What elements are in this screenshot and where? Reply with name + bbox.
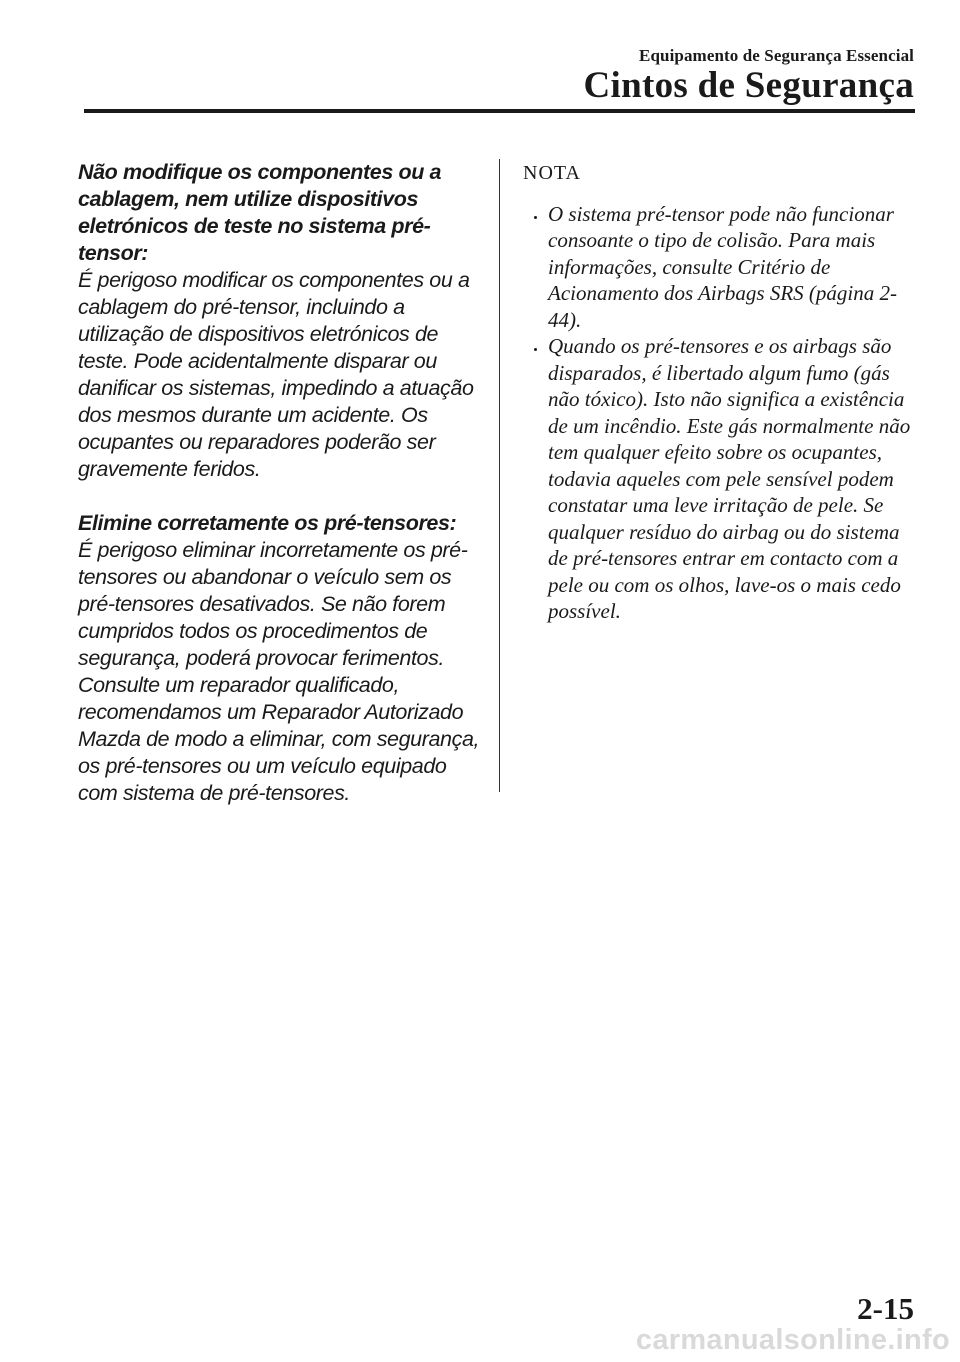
warning-column	[78, 159, 488, 834]
note-title: NOTA	[523, 162, 581, 184]
page-number: 2-15	[857, 1291, 914, 1326]
warning-block	[78, 510, 488, 807]
warning-body: É perigoso modificar os componentes ou a cablagem do pré-tensor, incluindo a utilização de dispositivos eletrónicos de teste. Pode acidentalmente disparar ou danificar os sistemas, impedindo a atuação dos mesmos durante um acidente. Os ocupantes ou reparadores poderão ser gravemente feridos.	[78, 268, 474, 481]
bullet-icon	[534, 216, 537, 219]
note-item	[523, 201, 918, 334]
warning-body: É perigoso eliminar incorretamente os pré-tensores ou abandonar o veículo sem os pré-tensores desativados. Se não forem cumpridos todos os procedimentos de segurança, poderá provocar ferimentos. Consulte um reparador qualificado, recomendamos um Reparador Autorizado Mazda de modo a eliminar, com segurança, os pré-tensores ou um veículo equipado com sistema de pré-tensores.	[78, 538, 480, 805]
warning-block	[78, 159, 488, 483]
warning-heading: Não modifique os componentes ou a cablagem, nem utilize dispositivos eletrónicos de teste no sistema pré-tensor:	[78, 160, 442, 265]
watermark: carmanualsonline.info	[635, 1324, 950, 1356]
bullet-icon	[534, 348, 537, 351]
section-label: Equipamento de Segurança Essencial	[639, 46, 914, 65]
note-column	[523, 160, 918, 625]
page-title: Cintos de Segurança	[583, 65, 914, 106]
note-item	[523, 333, 918, 625]
header-rule	[84, 109, 915, 113]
warning-heading: Elimine corretamente os pré-tensores:	[78, 511, 457, 535]
column-divider	[499, 159, 500, 792]
note-item-text: Quando os pré-tensores e os airbags são disparados, é libertado algum fumo (gás não tóxico). Isto não significa a existência de um incêndio. Este gás normalmente não tem qualquer efeito sobre os ocupantes, todavia aqueles com pele sensível podem constatar uma leve irritação de pele. Se qualquer resíduo do airbag ou do sistema de pré-tensores entrar em contacto com a pele ou com os olhos, lave-os o mais cedo possível.	[548, 334, 911, 623]
note-item-text: O sistema pré-tensor pode não funcionar consoante o tipo de colisão. Para mais informações, consulte Critério de Acionamento dos Airbags SRS (página 2-44).	[548, 201, 898, 332]
